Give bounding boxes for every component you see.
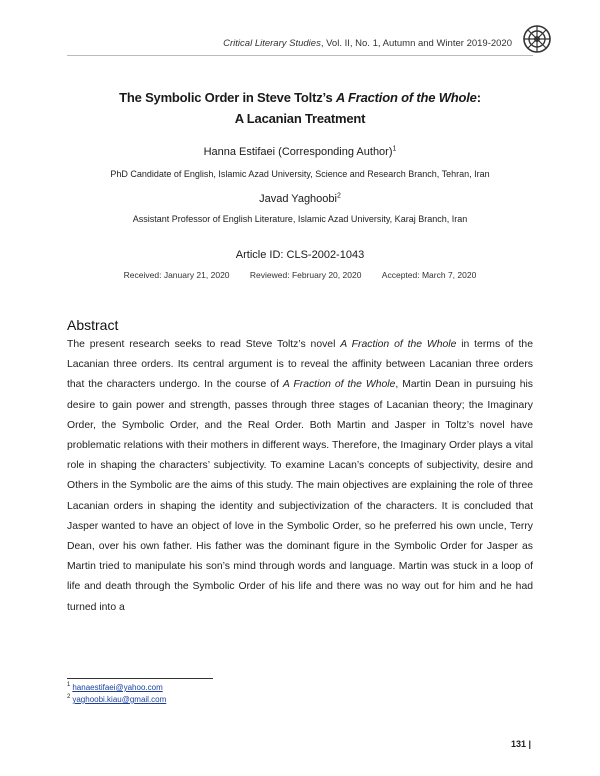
page-number: 131 | xyxy=(510,739,531,749)
header-rule xyxy=(67,55,533,56)
author-1-affiliation: PhD Candidate of English, Islamic Azad University, Science and Research Branch, Tehran, Iran xyxy=(110,169,490,179)
paper-title xyxy=(0,87,600,129)
author-1 xyxy=(0,146,600,158)
footnote-1-email-link[interactable]: hanaestifaei@yahoo.com xyxy=(72,683,163,692)
footnote-rule xyxy=(67,678,213,679)
title-main: The Symbolic Order in Steve Toltz’s xyxy=(119,90,336,105)
author-2-affiliation: Assistant Professor of English Literature, Islamic Azad University, Karaj Branch, Iran xyxy=(132,214,468,224)
running-header xyxy=(223,38,512,49)
journal-logo-icon xyxy=(522,24,552,54)
date-accepted: Accepted: March 7, 2020 xyxy=(381,270,477,280)
footnote-1-mark: 1 xyxy=(67,682,71,689)
article-id: Article ID: CLS-2002-1043 xyxy=(235,249,365,261)
journal-issue: , Vol. II, No. 1, Autumn and Winter 2019-2020 xyxy=(320,38,512,49)
date-reviewed: Reviewed: February 20, 2020 xyxy=(249,270,362,280)
footnote-2-email-link[interactable]: yaghoobi.kiau@gmail.com xyxy=(72,695,167,704)
journal-name: Critical Literary Studies xyxy=(223,38,321,49)
title-colon: : xyxy=(476,90,481,105)
author-2-name: Javad Yaghoobi xyxy=(259,193,337,205)
footnote-2 xyxy=(67,695,166,704)
abstract-text-2: in terms of the Lacanian three orders. Its central argument is to reveal the affinity between Lacanian three orders that the characters undergo. In the course of xyxy=(67,339,533,391)
date-received: Received: January 21, 2020 xyxy=(123,270,230,280)
abstract-body xyxy=(67,335,533,618)
footnote-2-mark: 2 xyxy=(67,694,71,701)
abstract-text-1: The present research seeks to read Steve Toltz’s novel xyxy=(67,339,341,350)
footnote-1 xyxy=(67,683,163,692)
author-2-mark: 2 xyxy=(336,192,341,200)
author-1-mark: 1 xyxy=(392,145,397,153)
title-subtitle: A Lacanian Treatment xyxy=(234,111,366,126)
title-italic: A Fraction of the Whole xyxy=(335,90,477,105)
abstract-text-3: , Martin Dean in pursuing his desire to gain power and strength, passes through three stages of Lacanian theory; the Imaginary Order, the Symbolic Order, and the Real Order. Both Martin and Jasper in Toltz’s novel have problematic relations with their mothers in different ways. Therefore, the Imaginary Order plays a vital role in shaping the characters’ subjectivity. To examine Lacan’s concepts of subjectivity, desire and Others in the Symbolic are the aims of this study. The main objectives are explaining the role of three Lacanian orders in shaping the identity and subjectivization of the characters. It is concluded that Jasper wanted to have an object of love in the Symbolic Order, so he preferred his own uncle, Terry Dean, over his own father. His father was the dominant figure in the Symbolic Order for Jasper as Martin tried to manipulate his son’s mind through words and language. Martin was stuck in a loop of life and death through the Symbolic Order of his life and there was no way out for him and he had turned into a xyxy=(67,379,533,613)
abstract-heading: Abstract xyxy=(67,317,119,333)
author-1-name: Hanna Estifaei (Corresponding Author) xyxy=(203,146,393,158)
abstract-italic-1: A Fraction of the Whole xyxy=(340,339,457,350)
abstract-italic-2: A Fraction of the Whole xyxy=(282,379,396,391)
author-2 xyxy=(0,193,600,205)
article-dates xyxy=(0,270,600,280)
